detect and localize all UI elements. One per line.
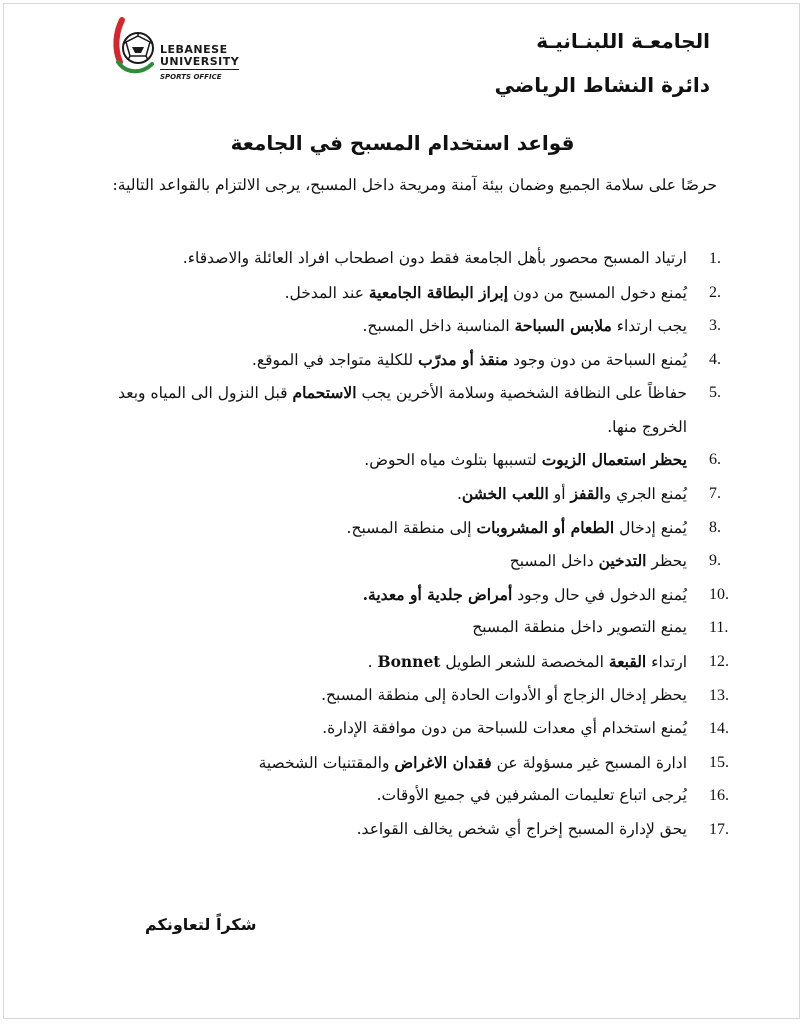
rule-text (118, 384, 687, 436)
rule-text-part: يجب ارتداء (611, 317, 687, 336)
rule-text-part: والمقتنيات الشخصية (258, 753, 395, 772)
rule-emphasis: يحظر استعمال الزيوت (541, 450, 687, 470)
rule-item (107, 443, 721, 477)
rule-number: 16. (709, 787, 729, 805)
rule-text-part: إلى منطقة المسبح. (346, 518, 477, 537)
rule-item (107, 376, 721, 443)
rule-number: 3. (709, 317, 721, 335)
logo-line-3: SPORTS OFFICE (160, 69, 239, 83)
rule-number: 7. (709, 484, 721, 502)
rule-text (183, 249, 687, 267)
rule-item (107, 611, 729, 645)
rule-item (107, 645, 729, 679)
rule-item (107, 746, 729, 780)
rule-item (107, 712, 729, 746)
rule-text-part: داخل المسبح (509, 552, 599, 571)
document-title: قواعد استخدام المسبح في الجامعة (230, 131, 575, 155)
rule-text (357, 820, 687, 838)
rule-number: 5. (709, 384, 721, 402)
rule-text-part: يحظر إدخال الزجاج أو الأدوات الحادة إلى منطقة المسبح. (321, 685, 687, 704)
rule-text-part: المخصصة للشعر الطويل (440, 652, 609, 671)
rule-text-part: يمنع التصوير داخل منطقة المسبح (472, 618, 687, 637)
rule-item (107, 511, 721, 545)
rule-text (472, 618, 687, 636)
rule-number: 15. (709, 753, 729, 771)
rule-number: 2. (709, 283, 721, 301)
rule-emphasis: الاستحمام (292, 383, 357, 403)
rule-item (107, 779, 729, 813)
rule-emphasis: القبعة (608, 651, 647, 671)
rule-number: 8. (709, 518, 721, 536)
rule-text (363, 586, 687, 604)
rule-text-part: لتسببها بتلوث مياه الحوض. (364, 451, 542, 470)
rule-text-part: يُرجى اتباع تعليمات المشرفين في جميع الأوقات. (376, 786, 687, 805)
rule-emphasis: أمراض جلدية أو معدية. (362, 584, 513, 604)
rule-text-part: . (367, 652, 378, 671)
rule-item (107, 813, 729, 847)
rule-number: 12. (709, 652, 729, 670)
rule-number: 13. (709, 686, 729, 704)
rule-number: 14. (709, 720, 729, 738)
rule-number: 10. (709, 585, 729, 603)
rule-text-part: ارتداء (646, 652, 687, 671)
rule-item (107, 578, 729, 612)
rule-number: 17. (709, 820, 729, 838)
rule-number: 9. (709, 552, 721, 570)
rule-item (107, 242, 721, 276)
header-organization (495, 24, 710, 102)
rule-emphasis: الطعام أو المشروبات (476, 517, 615, 537)
rule-emphasis: اللعب الخشن (461, 483, 549, 503)
rule-text-part: ارتياد المسبح محصور بأهل الجامعة فقط دون اصطحاب افراد العائلة والاصدقاء. (182, 249, 687, 267)
rule-text (252, 351, 687, 369)
rule-item (107, 276, 721, 310)
rule-text (457, 485, 687, 503)
rule-emphasis: القفز (570, 483, 604, 503)
rule-text-part: حفاظاً على النظافة الشخصية وسلامة الأخرين يجب (356, 384, 687, 403)
rule-text (510, 552, 687, 570)
rule-text-part: يُمنع إدخال (614, 518, 687, 537)
rule-text (368, 653, 687, 671)
rule-item (107, 477, 721, 511)
rule-number: 11. (709, 619, 729, 637)
rule-text-part: يُمنع دخول المسبح من دون (508, 283, 687, 302)
rule-emphasis: Bonnet (377, 651, 441, 671)
rule-text-part: أو (548, 484, 571, 503)
closing-thanks: شكراً لتعاونكم (145, 915, 257, 934)
rule-text-part: يُمنع الدخول في حال وجود (512, 585, 687, 604)
logo-line-2: UNIVERSITY (160, 55, 240, 68)
rule-number: 6. (709, 451, 721, 469)
rule-text (362, 317, 687, 335)
rule-text-part: المناسبة داخل المسبح. (362, 317, 515, 336)
rule-text (285, 284, 687, 302)
office-name: دائرة النشاط الرياضي (494, 73, 710, 97)
rule-text-part: يُمنع السباحة من دون وجود (508, 350, 687, 369)
rule-text-part: ادارة المسبح غير مسؤولة عن (491, 753, 687, 772)
rule-number: 1. (709, 250, 721, 267)
logo-line-1: LEBANESE (160, 43, 228, 56)
rule-text (322, 719, 687, 737)
rule-text (321, 686, 687, 704)
rule-emphasis: منقذ أو مدرّب (418, 349, 509, 369)
rule-emphasis: ملابس السباحة (514, 316, 612, 336)
rule-item (107, 679, 729, 713)
rule-text (347, 519, 687, 537)
rule-text-part: يُمنع الجري و (603, 484, 687, 503)
rule-text-part: يحق لإدارة المسبح إخراج أي شخص يخالف القواعد. (356, 819, 687, 838)
intro-paragraph: حرصًا على سلامة الجميع وضمان بيئة آمنة ومريحة داخل المسبح، يرجى الالتزام بالقواعد التالية: (112, 176, 717, 194)
rule-item (107, 544, 721, 578)
rules-list (107, 242, 729, 847)
rule-text-part: . (456, 484, 462, 503)
rule-item (107, 309, 721, 343)
rule-text-part: قبل النزول الى المياه وبعد الخروج منها. (118, 384, 687, 436)
rule-emphasis: إبراز البطاقة الجامعية (368, 282, 509, 302)
rule-emphasis: فقدان الاغراض (394, 752, 492, 772)
rule-number: 4. (709, 350, 721, 368)
rule-text-part: يحظر (646, 552, 687, 571)
rule-item (107, 343, 721, 377)
rule-text (364, 451, 687, 469)
rule-text (259, 754, 687, 772)
rule-text-part: يُمنع استخدام أي معدات للسباحة من دون موافقة الإدارة. (322, 719, 687, 738)
university-name: الجامعـة اللبنـانيـة (536, 29, 710, 53)
university-logo (108, 14, 248, 84)
rule-emphasis: التدخين (598, 551, 647, 571)
rule-text (377, 786, 687, 804)
rule-text-part: عند المدخل. (284, 283, 369, 302)
rule-text-part: للكلية متواجد في الموقع. (251, 350, 419, 369)
